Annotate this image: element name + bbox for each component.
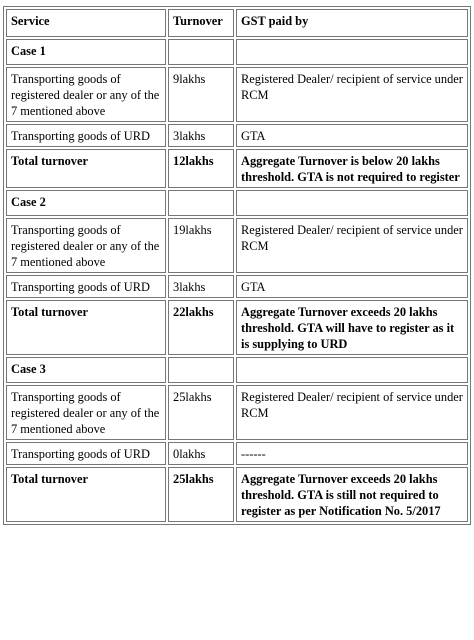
- turnover-cell: 3lakhs: [168, 124, 234, 147]
- total-turnover: 25lakhs: [168, 467, 234, 522]
- table-header-row: [6, 9, 468, 37]
- header-service: Service: [6, 9, 166, 37]
- total-row: [6, 300, 468, 355]
- document-sheet: [3, 6, 471, 525]
- total-row: [6, 467, 468, 522]
- service-cell: Transporting goods of URD: [6, 442, 166, 465]
- total-row: [6, 149, 468, 188]
- total-label: Total turnover: [6, 467, 166, 522]
- empty-cell: [236, 357, 468, 383]
- table-row: [6, 275, 468, 298]
- case-row: [6, 39, 468, 65]
- turnover-cell: 25lakhs: [168, 385, 234, 440]
- case-label: Case 1: [6, 39, 166, 65]
- header-gst-paid-by: GST paid by: [236, 9, 468, 37]
- empty-cell: [236, 190, 468, 216]
- case-label: Case 2: [6, 190, 166, 216]
- gst-paid-by-cell: GTA: [236, 124, 468, 147]
- turnover-cell: 0lakhs: [168, 442, 234, 465]
- table-row: [6, 218, 468, 273]
- table-row: [6, 385, 468, 440]
- total-label: Total turnover: [6, 149, 166, 188]
- service-cell: Transporting goods of URD: [6, 275, 166, 298]
- gst-paid-by-cell: GTA: [236, 275, 468, 298]
- empty-cell: [168, 357, 234, 383]
- header-turnover: Turnover: [168, 9, 234, 37]
- table-row: [6, 124, 468, 147]
- case-row: [6, 190, 468, 216]
- gst-paid-by-cell: Registered Dealer/ recipient of service under RCM: [236, 67, 468, 122]
- turnover-cell: 9lakhs: [168, 67, 234, 122]
- turnover-cell: 19lakhs: [168, 218, 234, 273]
- total-remark: Aggregate Turnover exceeds 20 lakhs threshold. GTA is still not required to register as per Notification No. 5/2017: [236, 467, 468, 522]
- service-cell: Transporting goods of registered dealer or any of the 7 mentioned above: [6, 218, 166, 273]
- total-remark: Aggregate Turnover is below 20 lakhs threshold. GTA is not required to register: [236, 149, 468, 188]
- service-cell: Transporting goods of URD: [6, 124, 166, 147]
- total-turnover: 22lakhs: [168, 300, 234, 355]
- total-remark: Aggregate Turnover exceeds 20 lakhs threshold. GTA will have to register as it is supplying to URD: [236, 300, 468, 355]
- gst-turnover-table: [3, 6, 471, 525]
- table-row: [6, 442, 468, 465]
- gst-paid-by-cell: Registered Dealer/ recipient of service under RCM: [236, 218, 468, 273]
- service-cell: Transporting goods of registered dealer or any of the 7 mentioned above: [6, 385, 166, 440]
- service-cell: Transporting goods of registered dealer or any of the 7 mentioned above: [6, 67, 166, 122]
- empty-cell: [168, 190, 234, 216]
- empty-cell: [236, 39, 468, 65]
- case-row: [6, 357, 468, 383]
- gst-paid-by-cell: Registered Dealer/ recipient of service under RCM: [236, 385, 468, 440]
- table-row: [6, 67, 468, 122]
- turnover-cell: 3lakhs: [168, 275, 234, 298]
- total-label: Total turnover: [6, 300, 166, 355]
- gst-paid-by-cell: ------: [236, 442, 468, 465]
- total-turnover: 12lakhs: [168, 149, 234, 188]
- empty-cell: [168, 39, 234, 65]
- case-label: Case 3: [6, 357, 166, 383]
